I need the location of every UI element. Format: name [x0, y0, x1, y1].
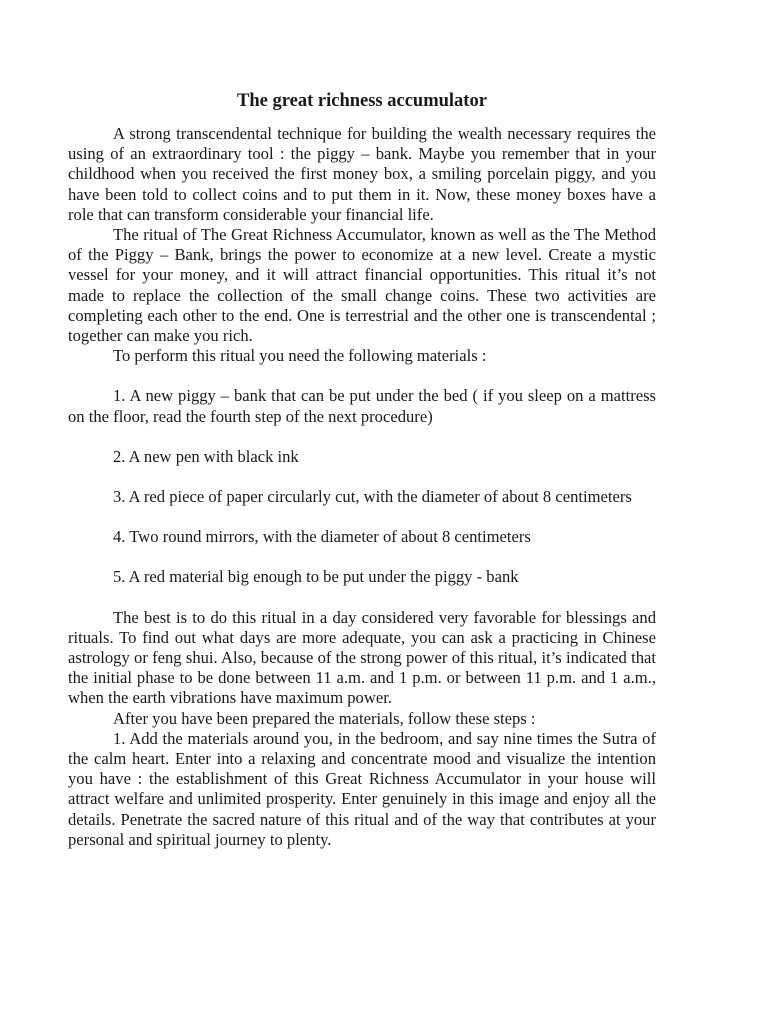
paragraph-ritual-description: The ritual of The Great Richness Accumulator, known as well as the The Method of the Piggy – Bank, brings the power to economize at a new level. Create a mystic vessel for your money, and it will attract financial opportunities. This ritual it’s not made to replace the collection of the small change coins. These two activities are completing each other to the end. One is terrestrial and the other one is transcendental ; together can make you rich. — [68, 225, 656, 346]
document-page — [68, 90, 656, 850]
list-item-material-4: 4. Two round mirrors, with the diameter of about 8 centimeters — [113, 527, 531, 547]
list-item-material-2: 2. A new pen with black ink — [113, 446, 299, 466]
list-item-step-1: 1. Add the materials around you, in the bedroom, and say nine times the Sutra of the calm heart. Enter into a relaxing and concentrate mood and visualize the intention you have : the establishment of this Great Richness Accumulator in your house will attract welfare and unlimited prosperity. Enter genuinely in this image and enjoy all the details. Penetrate the sacred nature of this ritual and of the way that contributes at your personal and spiritual journey to plenty. — [68, 728, 656, 849]
paragraph-intro: A strong transcendental technique for building the wealth necessary requires the using of an extraordinary tool : the piggy – bank. Maybe you remember that in your childhood when you received the first money box, a smiling porcelain piggy, and you have been told to collect coins and to put them in it. Now, these money boxes have a role that can transform considerable your financial life. — [68, 124, 656, 224]
document-title: The great richness accumulator — [237, 91, 487, 111]
paragraph-timing: The best is to do this ritual in a day considered very favorable for blessings and rituals. To find out what days are more adequate, you can ask a practicing in Chinese astrology or feng shui. Also, because of the strong power of this ritual, it’s indicated that the initial phase to be done between 11 a.m. and 1 p.m. or between 11 p.m. and 1 a.m., when the earth vibrations have maximum power. — [68, 607, 656, 708]
list-item-material-3: 3. A red piece of paper circularly cut, with the diameter of about 8 centimeters — [113, 487, 632, 507]
list-item-material-1: 1. A new piggy – bank that can be put under the bed ( if you sleep on a mattress on the floor, read the fourth step of the next procedure) — [68, 386, 656, 426]
list-item-material-5: 5. A red material big enough to be put under the piggy - bank — [113, 567, 519, 587]
paragraph-steps-intro: After you have been prepared the materials, follow these steps : — [113, 708, 536, 728]
paragraph-materials-intro: To perform this ritual you need the following materials : — [113, 346, 487, 366]
